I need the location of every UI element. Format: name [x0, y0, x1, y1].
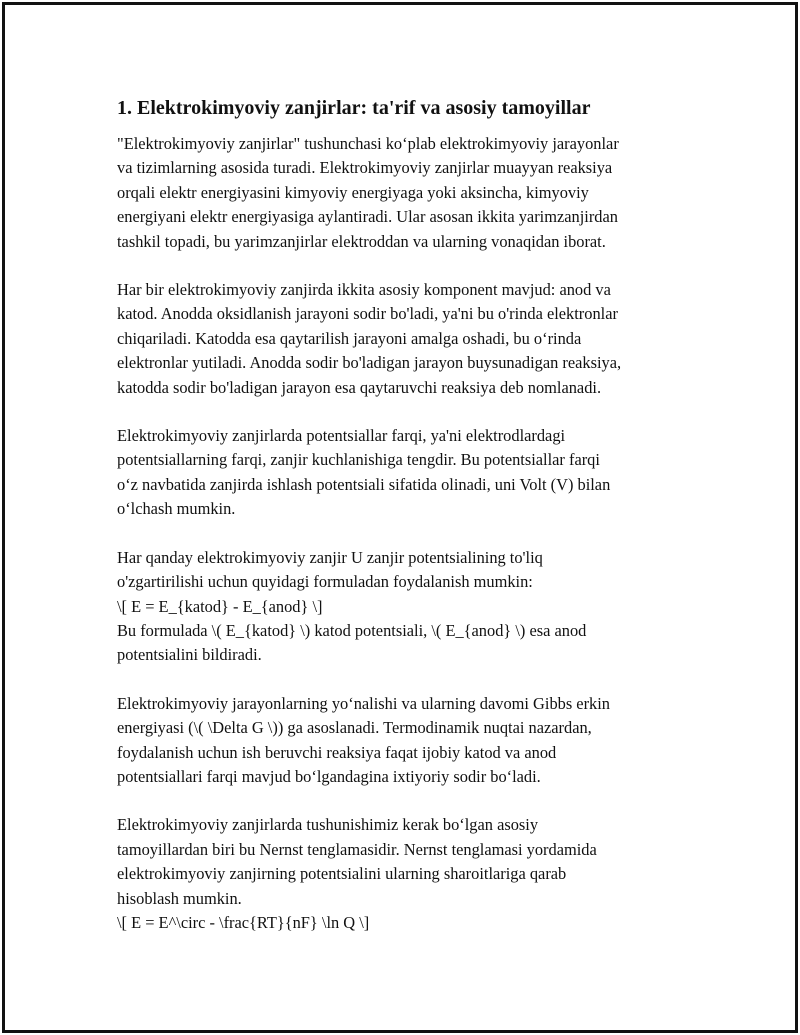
paragraph-list — [117, 132, 697, 935]
text-line: elektrokimyoviy zanjirning potentsialini ularning sharoitlariga qarab — [117, 864, 567, 884]
text-line: hisoblash mumkin. — [117, 888, 242, 908]
paragraph — [117, 132, 697, 254]
text-line: katodda sodir bo'ladigan jarayon esa qaytaruvchi reaksiya deb nomlanadi. — [117, 377, 602, 397]
text-line: Bu formulada \( E_{katod} \) katod potentsiali, \( E_{anod} \) esa anod — [117, 620, 587, 640]
text-line: \[ E = E_{katod} - E_{anod} \] — [117, 596, 323, 616]
paragraph — [117, 692, 697, 790]
text-line: o‘z navbatida zanjirda ishlash potentsiali sifatida olinadi, uni Volt (V) bilan — [117, 474, 611, 494]
text-line: Elektrokimyoviy zanjirlarda potentsiallar farqi, ya'ni elektrodlardagi — [117, 426, 566, 446]
text-line: potentsiallari farqi mavjud bo‘lgandagina ixtiyoriy sodir bo‘ladi. — [117, 766, 541, 786]
text-line: "Elektrokimyoviy zanjirlar" tushunchasi ko‘plab elektrokimyoviy jarayonlar — [117, 134, 619, 153]
text-line: Har qanday elektrokimyoviy zanjir U zanjir potentsialining to'liq — [117, 547, 543, 567]
text-line: potentsialini bildiradi. — [117, 645, 262, 665]
document-body — [117, 95, 697, 959]
text-line: elektronlar yutiladi. Anodda sodir bo'ladigan jarayon buysunadigan reaksiya, — [117, 353, 622, 373]
paragraph — [117, 278, 697, 400]
text-line: chiqariladi. Katodda esa qaytarilish jarayoni amalga oshadi, bu o‘rinda — [117, 328, 582, 348]
section-heading: 1. Elektrokimyoviy zanjirlar: ta'rif va asosiy tamoyillar — [117, 97, 591, 119]
paragraph — [117, 546, 697, 668]
text-line: tashkil topadi, bu yarimzanjirlar elektroddan va ularning vonaqidan iborat. — [117, 231, 606, 251]
text-line: Har bir elektrokimyoviy zanjirda ikkita asosiy komponent mavjud: anod va — [117, 280, 611, 300]
text-line: foydalanish uchun ish beruvchi reaksiya faqat ijobiy katod va anod — [117, 742, 557, 762]
text-line: orqali elektr energiyasini kimyoviy energiyaga yoki aksincha, kimyoviy — [117, 182, 589, 202]
text-line: o‘lchash mumkin. — [117, 499, 236, 519]
paragraph — [117, 424, 697, 522]
text-line: energiyasi (\( \Delta G \)) ga asoslanadi. Termodinamik nuqtai nazardan, — [117, 718, 592, 738]
text-line: energiyani elektr energiyasiga aylantiradi. Ular asosan ikkita yarimzanjirdan — [117, 207, 618, 227]
text-line: va tizimlarning asosida turadi. Elektrokimyoviy zanjirlar muayyan reaksiya — [117, 158, 613, 178]
text-line: Elektrokimyoviy zanjirlarda tushunishimiz kerak bo‘lgan asosiy — [117, 815, 539, 835]
text-line: \[ E = E^\circ - \frac{RT}{nF} \ln Q \] — [117, 912, 370, 932]
text-line: Elektrokimyoviy jarayonlarning yo‘nalishi va ularning davomi Gibbs erkin — [117, 693, 610, 713]
text-line: o'zgartirilishi uchun quyidagi formuladan foydalanish mumkin: — [117, 572, 533, 592]
text-line: katod. Anodda oksidlanish jarayoni sodir bo'ladi, ya'ni bu o'rinda elektronlar — [117, 304, 618, 324]
text-line: tamoyillardan biri bu Nernst tenglamasidir. Nernst tenglamasi yordamida — [117, 839, 597, 859]
paragraph — [117, 813, 697, 935]
text-line: potentsiallarning farqi, zanjir kuchlanishiga tengdir. Bu potentsiallar farqi — [117, 450, 600, 470]
